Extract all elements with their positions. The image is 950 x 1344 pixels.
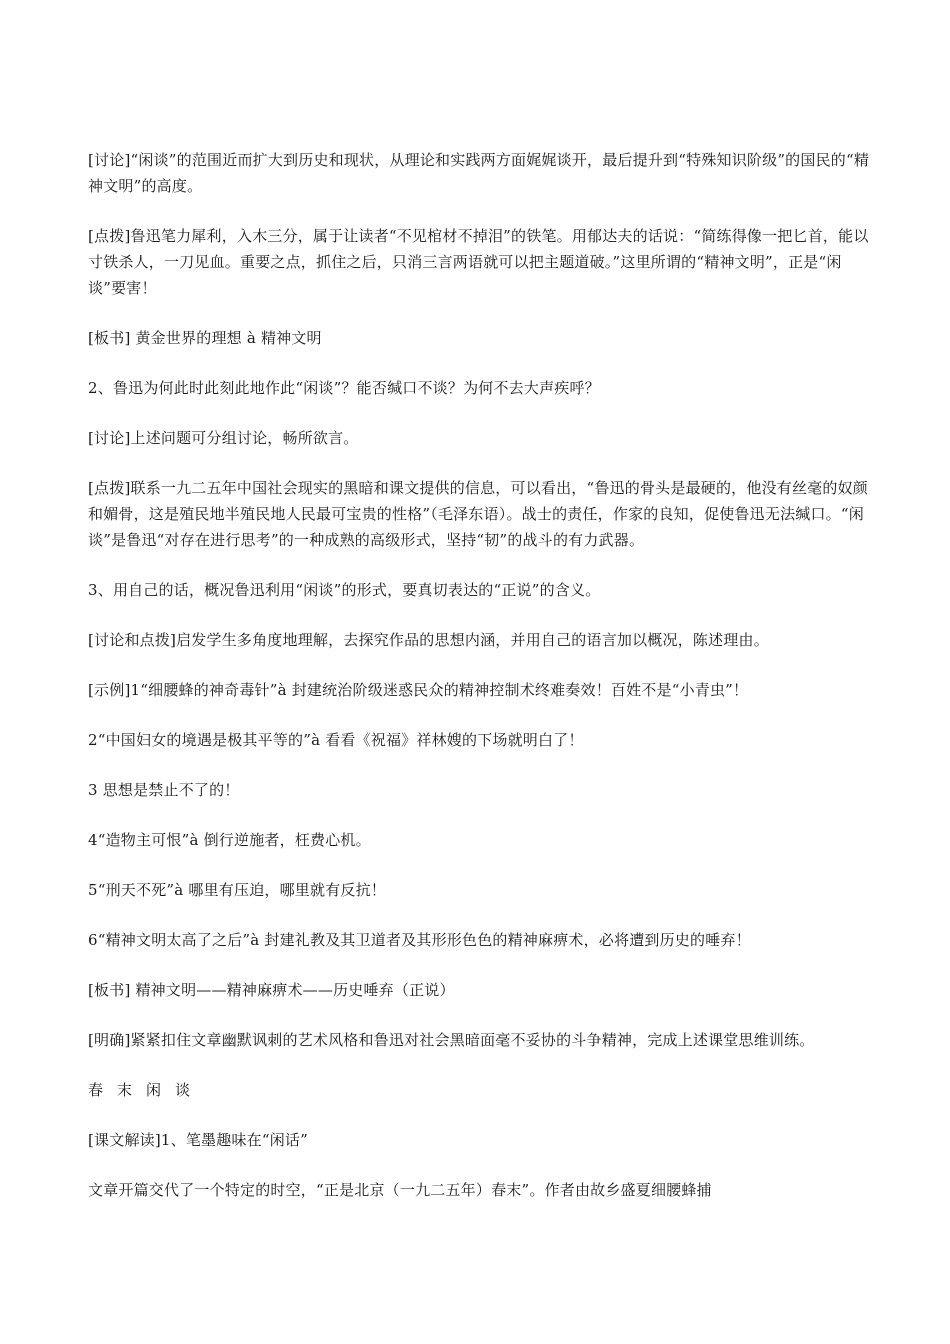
paragraph-board-note-1: [板书] 黄金世界的理想 à 精神文明 [88,329,322,347]
paragraph-discussion-guidance: [讨论和点拨]启发学生多角度地理解，去探究作品的思想内涵，并用自己的语言加以概况，陈述理由。 [88,631,769,649]
paragraph-guidance-1: [点拨]鲁迅笔力犀利，入木三分，属于让读者“不见棺材不掉泪”的铁笔。用郁达夫的话说：“简练得像一把匕首，能以寸铁杀人，一刀见血。重要之点，抓住之后，只消三言两语就可以把主题道破。”这里所谓的“精神文明”，正是“闲谈”要害！ [88,227,869,297]
section-heading: 春末闲谈 [88,1081,205,1099]
paragraph-example-3: 3 思想是禁止不了的！ [88,781,240,799]
paragraph-discussion-1: [讨论]“闲谈”的范围近而扩大到历史和现状，从理论和实践两方面娓娓谈开，最后提升到“特殊知识阶级”的国民的“精神文明”的高度。 [88,151,870,195]
paragraph-guidance-2: [点拨]联系一九二五年中国社会现实的黑暗和课文提供的信息，可以看出，“鲁迅的骨头是最硬的，他没有丝毫的奴颜和媚骨，这是殖民地半殖民地人民最可宝贵的性格”（毛泽东语）。战士的责任，作家的良知，促使鲁迅无法缄口。“闲谈”是鲁迅“对存在进行思考”的一种成熟的高级形式，坚持“韧”的战斗的有力武器。 [88,479,868,549]
paragraph-question-2: 2、鲁迅为何此时此刻此地作此“闲谈”？能否缄口不谈？为何不去大声疾呼？ [88,379,600,397]
paragraph-example-4: 4“造物主可恨”à 倒行逆施者，枉费心机。 [88,831,371,849]
paragraph-example-2: 2“中国妇女的境遇是极其平等的”à 看看《祝福》祥林嫂的下场就明白了！ [88,731,584,749]
paragraph-example-5: 5“刑天不死”à 哪里有压迫，哪里就有反抗！ [88,881,386,899]
paragraph-example-1: [示例]1“细腰蜂的神奇毒针”à 封建统治阶级迷惑民众的精神控制术终难奏效！百姓不是“小青虫”！ [88,681,749,699]
paragraph-discussion-2: [讨论]上述问题可分组讨论，畅所欲言。 [88,429,359,447]
paragraph-opening: 文章开篇交代了一个特定的时空，“正是北京（一九二五年）春末”。作者由故乡盛夏细腰蜂捕 [88,1181,712,1199]
document-page [88,147,878,1227]
paragraph-example-6: 6“精神文明太高了之后”à 封建礼教及其卫道者及其形形色色的精神麻痹术，必将遭到历史的唾弃！ [88,931,751,949]
paragraph-text-analysis: [课文解读]1、笔墨趣味在“闲话” [88,1131,308,1149]
paragraph-board-note-2: [板书] 精神文明——精神麻痹术——历史唾弃（正说） [88,981,455,999]
paragraph-clarification: [明确]紧紧扣住文章幽默讽刺的艺术风格和鲁迅对社会黑暗面毫不妥协的斗争精神，完成上述课堂思维训练。 [88,1031,815,1049]
paragraph-question-3: 3、用自己的话，概况鲁迅利用“闲谈”的形式，要真切表达的“正说”的含义。 [88,581,601,599]
